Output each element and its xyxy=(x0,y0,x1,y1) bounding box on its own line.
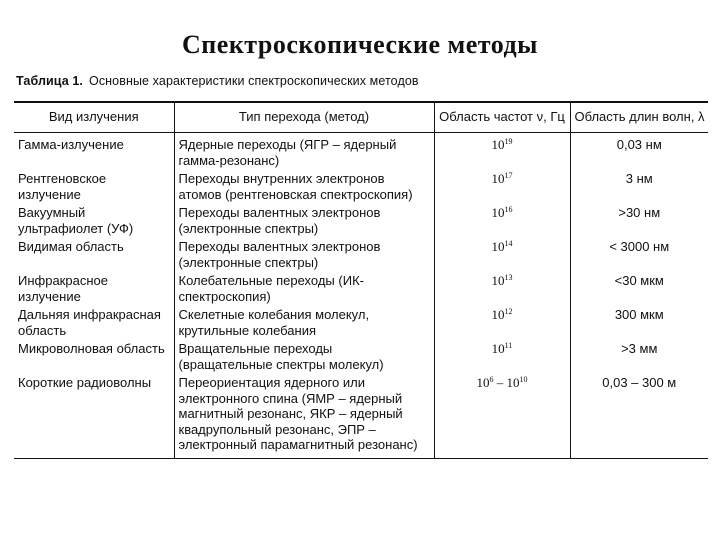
header-freq: Область частот ν, Гц xyxy=(434,102,570,133)
cell-freq: $10^{16}$ xyxy=(434,204,570,238)
table-row xyxy=(14,204,708,238)
cell-kind: Видимая область xyxy=(18,239,124,254)
cell-freq: $10^{11}$ xyxy=(434,340,570,374)
cell-type: Переходы валентных электронов (электронные спектры) xyxy=(174,204,434,238)
header-row xyxy=(14,102,708,133)
table-row xyxy=(14,170,708,204)
cell-type: Переходы валентных электронов (электронные спектры) xyxy=(174,238,434,272)
cell-wave: 0,03 – 300 м xyxy=(570,374,708,458)
cell-kind: Микроволновая область xyxy=(18,341,165,356)
cell-freq: $10^{19}$ xyxy=(434,133,570,171)
cell-freq: $10^{13}$ xyxy=(434,272,570,306)
cell-type: Вращательные переходы (вращательные спектры молекул) xyxy=(174,340,434,374)
cell-wave: 3 нм xyxy=(570,170,708,204)
cell-wave: <30 мкм xyxy=(570,272,708,306)
header-wave: Область длин волн, λ xyxy=(570,102,708,133)
cell-type: Ядерные переходы (ЯГР – ядерный гамма-резонанс) xyxy=(174,133,434,171)
table-row xyxy=(14,340,708,374)
table-row xyxy=(14,272,708,306)
cell-kind: Гамма-излучение xyxy=(18,137,124,152)
cell-type: Переориентация ядерного или электронного спина (ЯМР – ядерный магнитный резонанс, ЯКР – ядерный квадрупольный резонанс, ЭПР – электронный парамагнитный резонанс) xyxy=(174,374,434,458)
cell-kind: Вакуумный ультрафиолет (УФ) xyxy=(18,205,134,236)
page-title: Спектроскопические методы xyxy=(182,30,538,59)
cell-kind: Инфракрасное излучение xyxy=(18,273,108,304)
cell-freq: $10^{17}$ xyxy=(434,170,570,204)
table-row xyxy=(14,306,708,340)
cell-freq: $10^{14}$ xyxy=(434,238,570,272)
cell-freq: $10^6 - 10^{10}$ xyxy=(434,374,570,458)
cell-wave: >3 мм xyxy=(570,340,708,374)
cell-wave: < 3000 нм xyxy=(570,238,708,272)
cell-kind: Дальняя инфракрасная область xyxy=(18,307,161,338)
spectroscopy-table xyxy=(14,101,708,459)
cell-type: Переходы внутренних электронов атомов (рентгеновская спектроскопия) xyxy=(174,170,434,204)
cell-kind: Рентгеновское излучение xyxy=(18,171,107,202)
header-type: Тип перехода (метод) xyxy=(174,102,434,133)
caption-text: Основные характеристики спектроскопических методов xyxy=(89,74,419,88)
cell-wave: 300 мкм xyxy=(570,306,708,340)
cell-type: Скелетные колебания молекул, крутильные колебания xyxy=(174,306,434,340)
cell-type: Колебательные переходы (ИК-спектроскопия) xyxy=(174,272,434,306)
cell-kind: Короткие радиоволны xyxy=(14,374,174,458)
table-caption xyxy=(16,74,419,88)
cell-wave: 0,03 нм xyxy=(570,133,708,171)
caption-label: Таблица 1. xyxy=(16,74,83,88)
table-row xyxy=(14,238,708,272)
cell-wave: >30 нм xyxy=(570,204,708,238)
cell-freq: $10^{12}$ xyxy=(434,306,570,340)
table-row xyxy=(14,133,708,171)
table-row xyxy=(14,374,708,458)
header-kind: Вид излучения xyxy=(48,109,139,125)
